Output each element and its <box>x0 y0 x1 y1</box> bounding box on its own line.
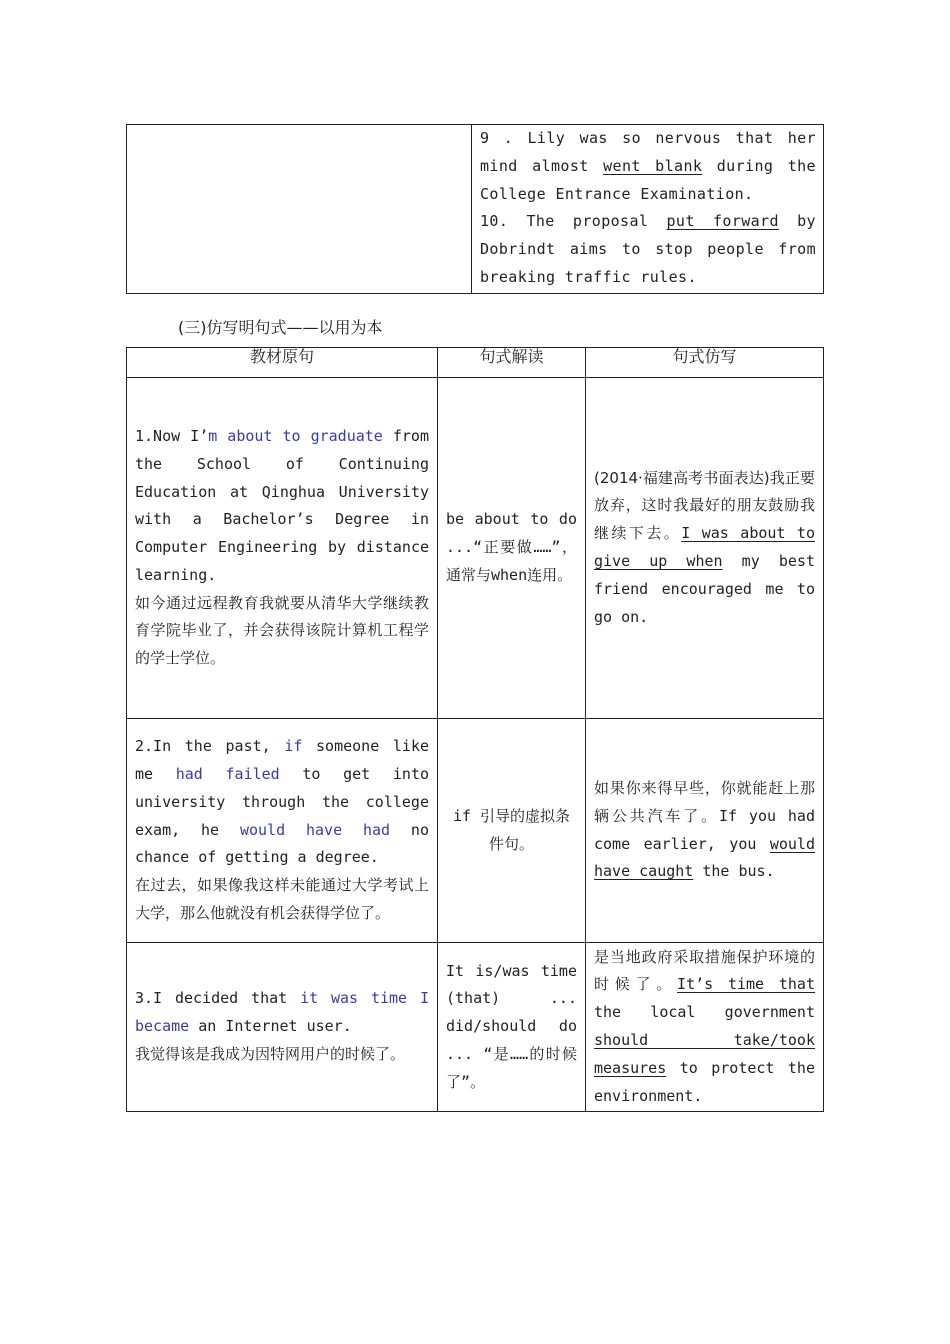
translation: 在过去，如果像我这样未能通过大学考试上大学，那么他就没有机会获得学位了。 <box>135 876 429 922</box>
header-imitation: 句式仿写 <box>586 348 824 378</box>
continuation-table <box>126 124 824 294</box>
answer-blank: I was about to give up when <box>594 524 815 570</box>
sentence-10: 10. The proposal put forward by Dobrindt aims to stop people from breaking traffic rules. <box>480 212 816 286</box>
imitation-sentence: 是当地政府采取措施保护环境的时候了。It’s time that the local government should take/took measures to protect the environment. <box>586 943 824 1112</box>
pattern-analysis: be about to do ...“正要做……”，通常与when连用。 <box>438 378 586 719</box>
sentence-pattern-table <box>126 347 824 1112</box>
original-sentence: 2.In the past, if someone like me had failed to get into university through the college exam, he would have had no chance of getting a degree. 在过去，如果像我这样未能通过大学考试上大学，那么他就没有机会获得学位了。 <box>127 719 438 943</box>
original-sentence: 1.Now I’m about to graduate from the School of Continuing Education at Qinghua University with a Bachelor’s Degree in Computer Engineering by distance learning. 如今通过远程教育我就要从清华大学继续教育学院毕业了，并会获得该院计算机工程学的学士学位。 <box>127 378 438 719</box>
highlight: if <box>284 737 303 756</box>
sentence-9: 9 . Lily was so nervous that her mind almost went blank during the College Entrance Examination. <box>480 129 816 203</box>
table-header-row <box>127 348 824 378</box>
translation: 我觉得该是我成为因特网用户的时候了。 <box>135 1044 406 1063</box>
highlight: would have had <box>239 820 391 839</box>
section-heading: (三)仿写明句式——以用为本 <box>178 318 383 337</box>
header-analysis: 句式解读 <box>438 348 586 378</box>
original-sentence: 3.I decided that it was time I became an Internet user. 我觉得该是我成为因特网用户的时候了。 <box>127 943 438 1112</box>
table-row <box>127 378 824 719</box>
translation: 如今通过远程教育我就要从清华大学继续教育学院毕业了，并会获得该院计算机工程学的学士学位。 <box>135 593 429 668</box>
table-row <box>127 719 824 943</box>
header-original: 教材原句 <box>127 348 438 378</box>
imitation-sentence: 如果你来得早些，你就能赶上那辆公共汽车了。If you had come earlier, you would have caught the bus. <box>586 719 824 943</box>
phrase-went-blank: went blank <box>603 156 703 175</box>
answer-blank: should take/took measures <box>594 1031 815 1077</box>
pattern-analysis: It is/was time (that) ... did/should do ... “是……的时候了”。 <box>438 943 586 1112</box>
table-row <box>127 943 824 1112</box>
imitation-sentence: (2014·福建高考书面表达)我正要放弃，这时我最好的朋友鼓励我继续下去。I was about to give up when my best friend encouraged me to go on. <box>586 378 824 719</box>
pattern-analysis: if 引导的虚拟条件句。 <box>438 719 586 943</box>
phrase-put-forward: put forward <box>666 212 779 231</box>
answer-blank: would have caught <box>594 834 815 881</box>
highlight: had failed <box>175 765 280 783</box>
answer-blank: It’s time that <box>677 975 815 994</box>
highlight: m about to graduate <box>208 426 383 445</box>
column-divider <box>471 125 472 293</box>
highlight: it was time I became <box>135 989 429 1036</box>
sentence-list <box>480 125 816 292</box>
